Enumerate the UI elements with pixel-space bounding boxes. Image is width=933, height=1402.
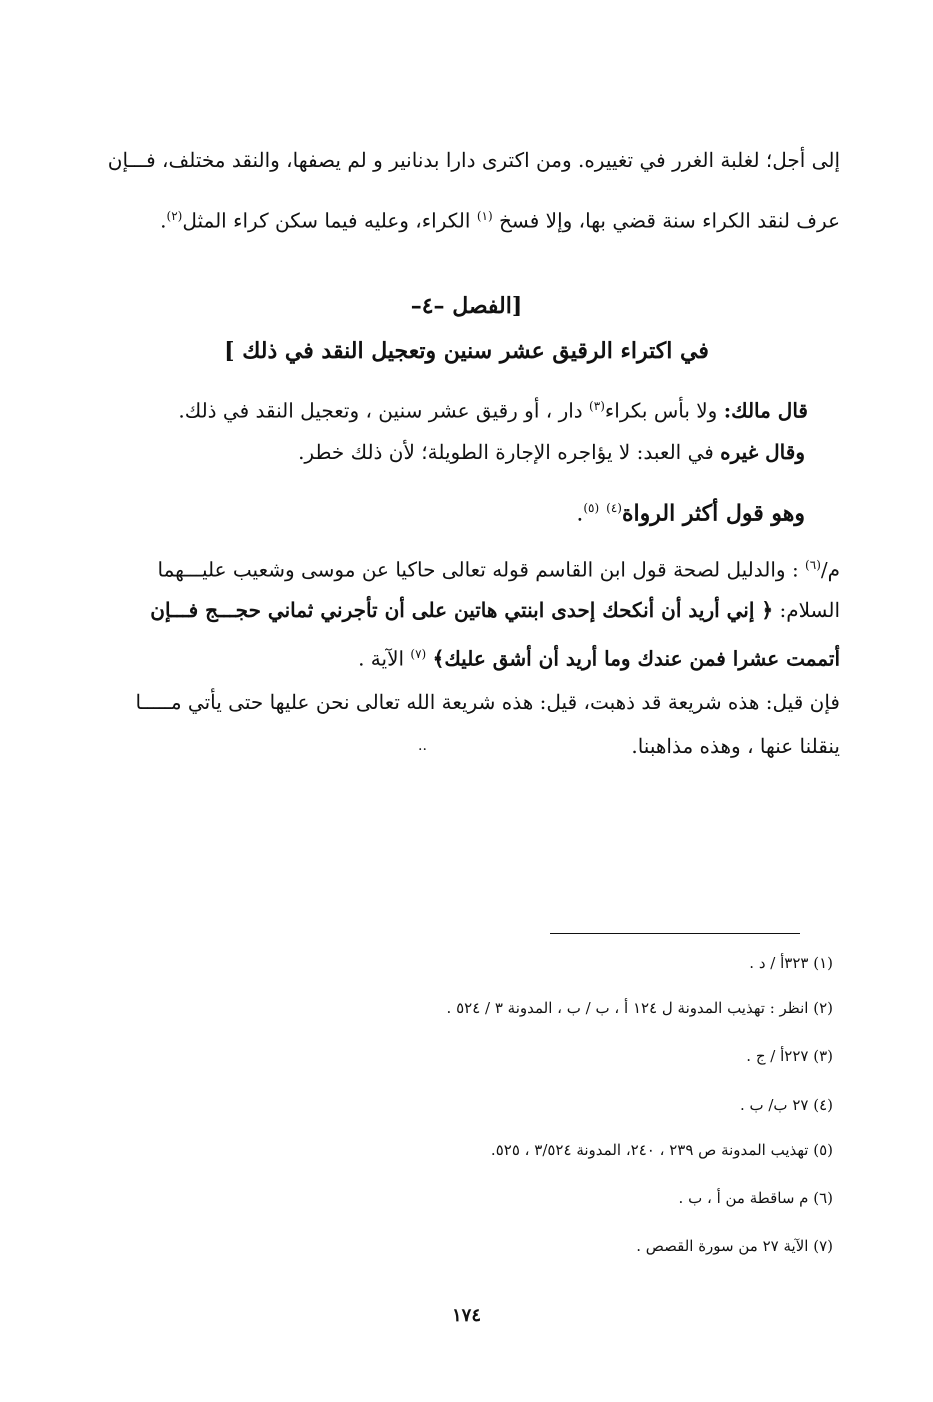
text-span: ولا بأس بكراء bbox=[604, 398, 718, 423]
paragraph-narrators bbox=[576, 494, 805, 528]
footnote-6: (٦) م ساقطة من أ ، ب . bbox=[678, 1189, 833, 1207]
text-span: الكراء، وعليه فيما سكن كراء المثل bbox=[182, 208, 471, 233]
bold-statement: وهو قول أكثر الرواة bbox=[621, 500, 805, 527]
chapter-subtitle-text: في اكتراء الرقيق عشر سنين وتعجيل النقد في ذلك ] bbox=[224, 338, 709, 364]
footnote-separator bbox=[550, 933, 800, 934]
chapter-title bbox=[0, 292, 933, 320]
paragraph-evidence-line-2 bbox=[150, 596, 840, 624]
text-span: . bbox=[160, 208, 167, 233]
speaker-label: قال مالك: bbox=[723, 398, 808, 423]
paragraph-evidence-line-3 bbox=[358, 640, 840, 673]
paragraph-other-opinion bbox=[298, 438, 805, 466]
footnote-4: (٤) ٢٧ ب/ ب . bbox=[739, 1096, 833, 1114]
footnote-ref: (١) bbox=[476, 209, 493, 223]
footnote-ref: (٣) bbox=[589, 399, 605, 413]
dots-mark bbox=[418, 732, 427, 760]
page-number: ١٧٤ bbox=[451, 1305, 481, 1326]
text-line: فإن قيل: هذه شريعة قد ذهبت، قيل: هذه شريعة الله تعالى نحن عليها حتى يأتي مـــــا bbox=[135, 690, 840, 714]
text-span: . bbox=[576, 501, 584, 527]
footnote-ref: (٧) bbox=[410, 647, 427, 661]
text-span: م/ bbox=[820, 557, 840, 582]
body-line-1 bbox=[108, 146, 840, 174]
footnote-1: (١) ٣٢٣أ / د . bbox=[749, 954, 833, 972]
quran-quote: أتممت عشرا فمن عندك وما أريد أن أشق عليك﴾ bbox=[432, 646, 840, 671]
text-line: إلى أجل؛ لغلبة الغرر في تغييره. ومن اكترى دارا بدنانير و لم يصفها، والنقد مختلف، فـــإن bbox=[107, 148, 840, 172]
footnote-7: (٧) الآية ٢٧ من سورة القصص . bbox=[636, 1237, 833, 1255]
body-line-2 bbox=[160, 202, 840, 235]
chapter-subtitle bbox=[0, 337, 933, 365]
text-line: ينقلنا عنها ، وهذه مذاهبنا. bbox=[631, 734, 840, 758]
text-span: في العبد: لا يؤاجره الإجارة الطويلة؛ لأن ذلك خطر. bbox=[298, 440, 714, 464]
footnote-ref: (٤) bbox=[606, 501, 622, 515]
dots: .. bbox=[418, 738, 427, 754]
chapter-title-text: [الفصل –٤– bbox=[410, 293, 523, 319]
footnote-3: (٣) ٢٢٧أ / ج . bbox=[746, 1047, 833, 1065]
text-span: الآية . bbox=[358, 646, 405, 671]
paragraph-objection-line-2 bbox=[631, 732, 840, 760]
footnote-2: (٢) انظر : تهذيب المدونة ل ١٢٤ أ ، ب / ب ، المدونة ٣ / ٥٢٤ . bbox=[446, 999, 833, 1017]
footnote-ref: (٦) bbox=[805, 558, 821, 572]
footnote-5: (٥) تهذيب المدونة ص ٢٣٩ ، ٢٤٠، المدونة ٣/٥٢٤ ، ٥٢٥. bbox=[490, 1141, 833, 1159]
text-span: السلام: bbox=[779, 598, 840, 622]
paragraph-evidence-line-1 bbox=[158, 551, 841, 584]
paragraph-objection-line-1 bbox=[135, 688, 840, 716]
text-span: عرف لنقد الكراء سنة قضي بها، وإلا فسخ bbox=[499, 208, 840, 233]
quran-quote: ﴿ إني أريد أن أنكحك إحدى ابنتي هاتين على أن تأجرني ثماني حجـــج فـــإن bbox=[150, 598, 774, 622]
text-span: دار ، أو رقيق عشر سنين ، وتعجيل النقد في ذلك. bbox=[178, 398, 583, 423]
text-span: : والدليل لصحة قول ابن القاسم قوله تعالى حاكيا عن موسى وشعيب عليـــهما bbox=[157, 557, 799, 582]
paragraph-malik bbox=[178, 392, 808, 425]
footnote-ref: (٢) bbox=[166, 209, 183, 223]
speaker-label: وقال غيره bbox=[720, 440, 805, 464]
footnote-ref: (٥) bbox=[583, 501, 600, 515]
